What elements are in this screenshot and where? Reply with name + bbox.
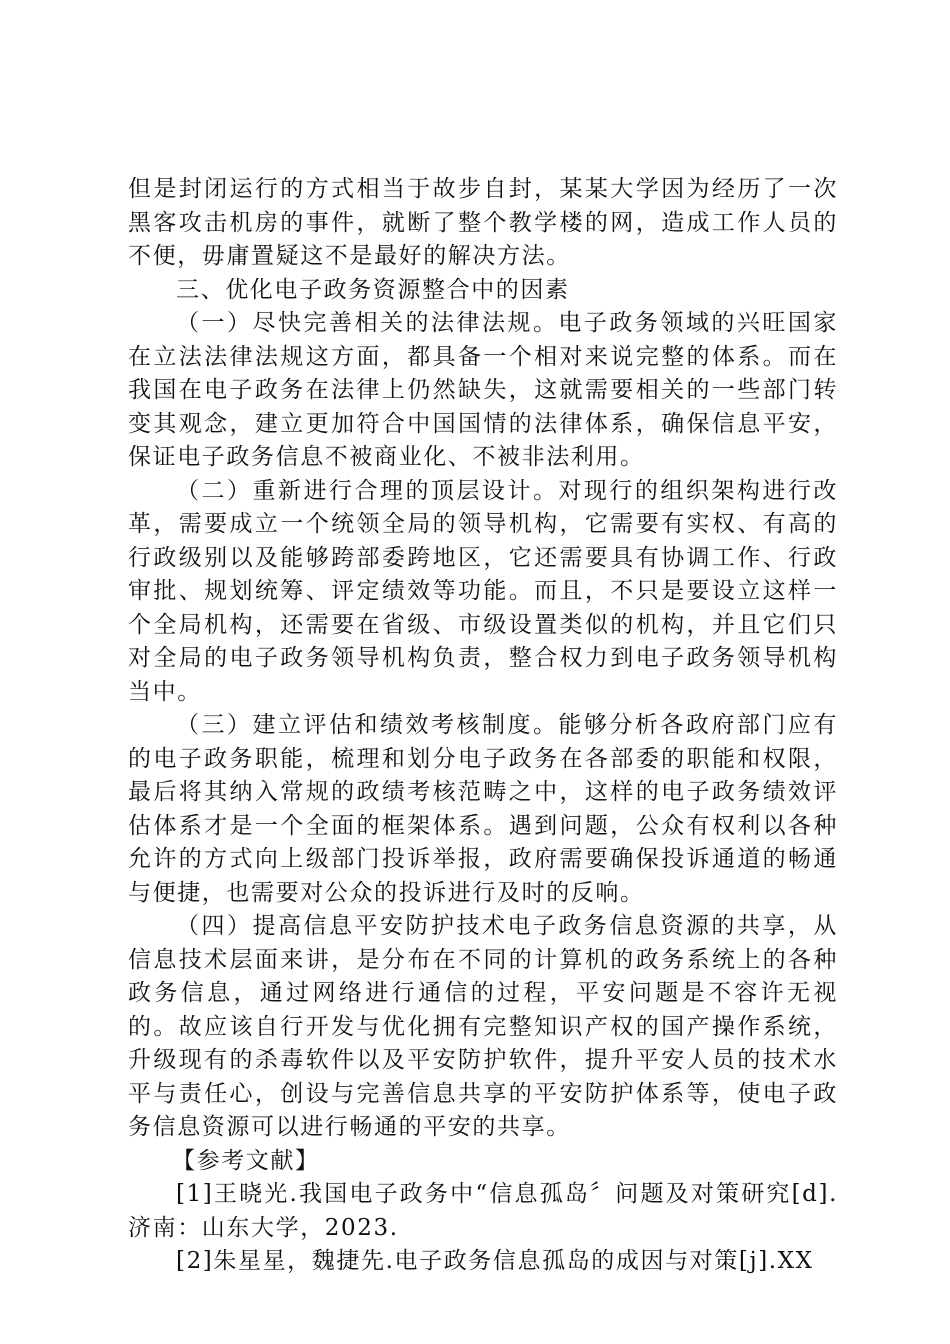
paragraph-top-design: （二）重新进行合理的顶层设计。对现行的组织架构进行改革，需要成立一个统领全局的领导机构，它需要有实权、有高的行政级别以及能够跨部委跨地区，它还需要具有协调工作、行政审批、规划统筹、评定绩效等功能。而且，不只是要设立这样一个全局机构，还需要在省级、市级设置类似的机构，并且它们只对全局的电子政务领导机构负责，整合权力到电子政务领导机构当中。 (128, 477, 838, 705)
reference-item-1: [1]王晓光.我国电子政务中“信息孤岛〞问题及对策研究[d].济南：山东大学，2023. (128, 1181, 838, 1241)
paragraph-continuation: 但是封闭运行的方式相当于故步自封，某某大学因为经历了一次黑客攻击机房的事件，就断了整个教学楼的网，造成工作人员的不便，毋庸置疑这不是最好的解决方法。 (128, 176, 838, 269)
section-heading: 三、优化电子政务资源整合中的因素 (176, 276, 570, 303)
body-text (128, 173, 838, 1279)
paragraph-evaluation: （三）建立评估和绩效考核制度。能够分析各政府部门应有的电子政务职能，梳理和划分电子政务在各部委的职能和权限，最后将其纳入常规的政绩考核范畴之中，这样的电子政务绩效评估体系才是一个全面的框架体系。遇到问题，公众有权利以各种允许的方式向上级部门投诉举报，政府需要确保投诉通道的畅通与便捷，也需要对公众的投诉进行及时的反响。 (128, 712, 838, 906)
paragraph-security: （四）提高信息平安防护技术电子政务信息资源的共享，从信息技术层面来讲，是分布在不同的计算机的政务系统上的各种政务信息，通过网络进行通信的过程，平安问题是不容许无视的。故应该自行开发与优化拥有完整知识产权的国产操作系统，升级现有的杀毒软件以及平安防护软件，提升平安人员的技术水平与责任心，创设与完善信息共享的平安防护体系等，使电子政务信息资源可以进行畅通的平安的共享。 (128, 913, 838, 1140)
reference-item-2: [2]朱星星，魏捷先.电子政务信息孤岛的成因与对策[j].XX (176, 1248, 814, 1274)
references-title: 【参考文献】 (172, 1147, 320, 1174)
paragraph-law: （一）尽快完善相关的法律法规。电子政务领域的兴旺国家在立法法律法规这方面，都具备一个相对来说完整的体系。而在我国在电子政务在法律上仍然缺失，这就需要相关的一些部门转变其观念，建立更加符合中国国情的法律体系，确保信息平安，保证电子政务信息不被商业化、不被非法利用。 (128, 310, 838, 470)
